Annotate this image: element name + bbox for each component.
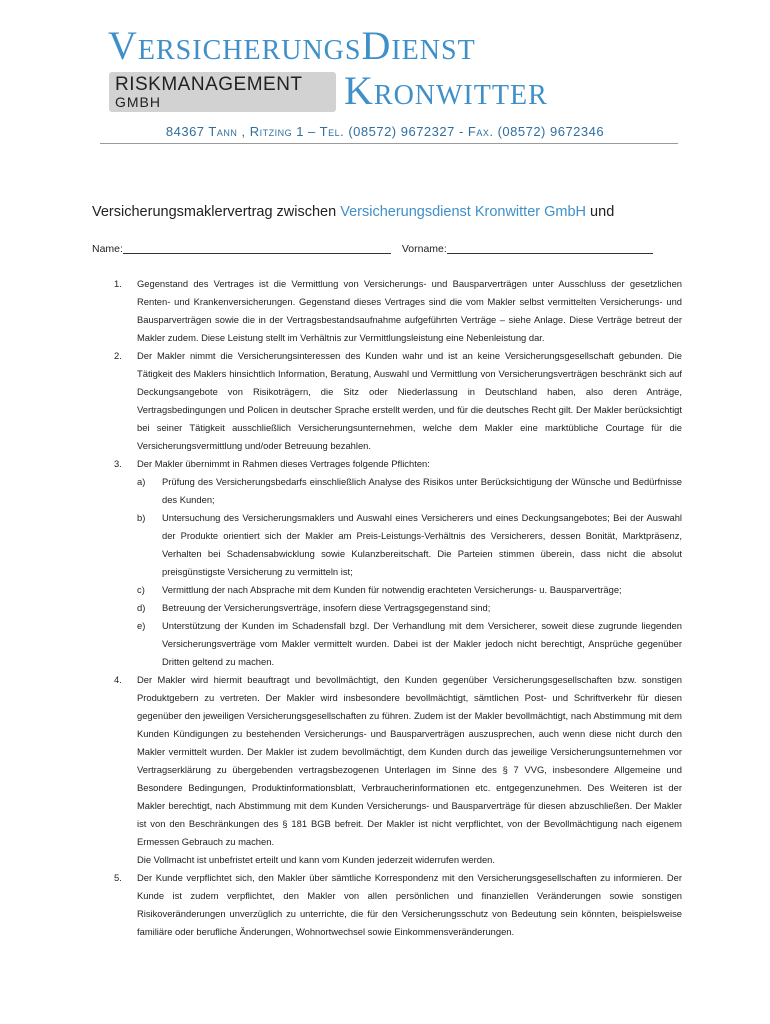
subsection-c xyxy=(137,581,682,599)
title-suffix: und xyxy=(586,204,615,220)
section-number: 5. xyxy=(114,872,122,883)
subsection-text: Prüfung des Versicherungsbedarfs einschließlich Analyse des Risikos unter Berücksichtigung der Wünsche und Bedürfnisse des Kunden; xyxy=(162,476,682,505)
section-number: 4. xyxy=(114,674,122,685)
vorname-field[interactable] xyxy=(447,242,653,254)
subsection-letter: e) xyxy=(137,620,146,631)
company-name-kronwitter: Kronwitter xyxy=(344,68,548,113)
name-label: Name: xyxy=(92,243,123,255)
subsection-text: Untersuchung des Versicherungsmaklers und Auswahl eines Versicherers und eines Deckungsangebotes; Bei der Auswahl der Produkte orientiert sich der Makler am Preis-Leistungs-Verhältnis des Versicherers, dessen Bonität, Marktpräsenz, Verhalten bei Schadensabwicklung sowie Kulanzbereitschaft. Die Parteien stimmen überein, dass nicht die absolut preisgünstigste Versicherung zu vermitteln ist; xyxy=(162,512,682,577)
subsection-letter: d) xyxy=(137,602,146,613)
section-number: 1. xyxy=(114,278,122,289)
subsection-b xyxy=(137,509,682,581)
header-divider xyxy=(100,143,678,144)
riskmanagement-logo-box xyxy=(109,72,336,112)
section-number: 3. xyxy=(114,458,122,469)
subsection-letter: a) xyxy=(137,476,146,487)
subsection-letter: b) xyxy=(137,512,146,523)
section-text: Der Makler wird hiermit beauftragt und bevollmächtigt, den Kunden gegenüber Versicherungsgesellschaften bzw. sonstigen Produktgebern zu vertreten. Der Makler wird insbesondere bevollmächtigt, sämtlichen Post- und Schriftverkehr für diesen gegenüber den jeweiligen Versicherungsgesellschaften zu führen. Zudem ist der Makler bevollmächtigt, nach Abstimmung mit dem Kunden Kündigungen zu bestehenden Versicherungs- und Bausparverträgen auszusprechen, auch wenn diese nicht durch den Makler vermittelt wurden. Der Makler ist zudem bevollmächtigt, dem Kunden durch das jeweilige Versicherungsunternehmen vor Vertragserklärung zu übergebenden vertragsbezogenen Unterlagen im Sinne des § 7 VVG, insbesondere Allgemeine und Besondere Bedingungen, Produktinformationsblatt, Verbraucherinformationen etc. entgegenzunehmen. Des Weiteren ist der Makler berechtigt, nach Abstimmung mit dem Kunden Versicherungs- und Bausparverträge für diesen abzuschließen. Der Makler ist von den Beschränkungen des § 181 BGB befreit. Der Makler ist nicht verpflichtet, von der Bevollmächtigung nach eigenem Ermessen Gebrauch zu machen. xyxy=(137,674,682,847)
section-2 xyxy=(92,347,682,455)
section-text: Der Kunde verpflichtet sich, den Makler über sämtliche Korrespondenz mit den Versicherungsgesellschaften zu informieren. Der Kunde ist zudem verpflichtet, den Makler von allen persönlichen und finanziellen Veränderungen sowie sonstigen Risikoveränderungen unverzüglich zu unterrichte, die für den Versicherungsschutz von Bedeutung sein könnten, beispielsweise familiäre oder berufliche Änderungen, Wohnortwechsel sowie Einkommensveränderungen. xyxy=(137,872,682,937)
section-text: Gegenstand des Vertrages ist die Vermittlung von Versicherungs- und Bausparverträgen unter Ausschluss der gesetzlichen Renten- und Krankenversicherungen. Gegenstand dieses Vertrages sind die vom Makler selbst vermittelten Versicherungs- und Bausparverträgen sowie die in der Vertragsbestandsaufnahme aufgeführten Verträge – siehe Anlage. Diese Verträge betreut der Makler zudem. Diese Leistung stellt im Verhältnis zur Vermittlungsleistung eine Nebenleistung dar. xyxy=(137,278,682,343)
gmbh-label: GMBH xyxy=(115,94,161,110)
company-name-top: VersicherungsDienst xyxy=(108,23,476,68)
section-5 xyxy=(92,869,682,941)
section-1 xyxy=(92,275,682,347)
letterhead xyxy=(0,0,770,150)
riskmanagement-label: RISKMANAGEMENT xyxy=(115,74,303,95)
section-3 xyxy=(92,455,682,671)
title-company: Versicherungsdienst Kronwitter GmbH xyxy=(340,204,587,220)
subsection-d xyxy=(137,599,682,617)
subsection-e xyxy=(137,617,682,671)
section-extra-text: Die Vollmacht ist unbefristet erteilt und kann vom Kunden jederzeit widerrufen werden. xyxy=(137,854,496,865)
section-text: Der Makler nimmt die Versicherungsinteressen des Kunden wahr und ist an keine Versicherungsgesellschaft gebunden. Die Tätigkeit des Maklers hinsichtlich Information, Beratung, Auswahl und Vermittlung von Versicherungsverträgen beschränkt sich auf Deckungsangebote von Risikoträgern, die Sitz oder Niederlassung in Deutschland haben, also deren Anträge, Vertragsbedingungen und Policen in deutscher Sprache erstellt werden, und für die deutsches Recht gilt. Der Makler berücksichtigt bei seiner Tätigkeit ausschließlich Versicherungsunternehmen, welche dem Makler eine marktübliche Courtage für die Versicherungsvermittlung und/oder Betreuung bezahlen. xyxy=(137,350,682,451)
contract-title xyxy=(92,204,614,220)
subsection-a xyxy=(137,473,682,509)
name-fields-row xyxy=(92,242,653,255)
subsection-text: Unterstützung der Kunden im Schadensfall bzgl. Der Verhandlung mit dem Versicherer, soweit diese zugrunde liegenden Versicherungsverträge vom Makler vermittelt wurden. Dabei ist der Makler jedoch nicht berechtigt, Ansprüche gegenüber Dritten geltend zu machen. xyxy=(162,620,682,667)
subsection-text: Vermittlung der nach Absprache mit dem Kunden für notwendig erachteten Versicherungs- u. Bausparverträge; xyxy=(162,584,622,595)
title-prefix: Versicherungsmaklervertrag zwischen xyxy=(92,204,341,220)
company-address: 84367 Tann , Ritzing 1 – Tel. (08572) 9672327 - Fax. (08572) 9672346 xyxy=(165,124,605,139)
section-4 xyxy=(92,671,682,869)
vorname-label: Vorname: xyxy=(401,243,447,255)
subsection-text: Betreuung der Versicherungsverträge, insofern diese Vertragsgegenstand sind; xyxy=(162,602,491,613)
contract-body xyxy=(92,275,682,941)
section-number: 2. xyxy=(114,350,122,361)
subsection-letter: c) xyxy=(137,584,145,595)
name-field[interactable] xyxy=(123,242,391,254)
section-text: Der Makler übernimmt in Rahmen dieses Vertrages folgende Pflichten: xyxy=(137,458,430,469)
